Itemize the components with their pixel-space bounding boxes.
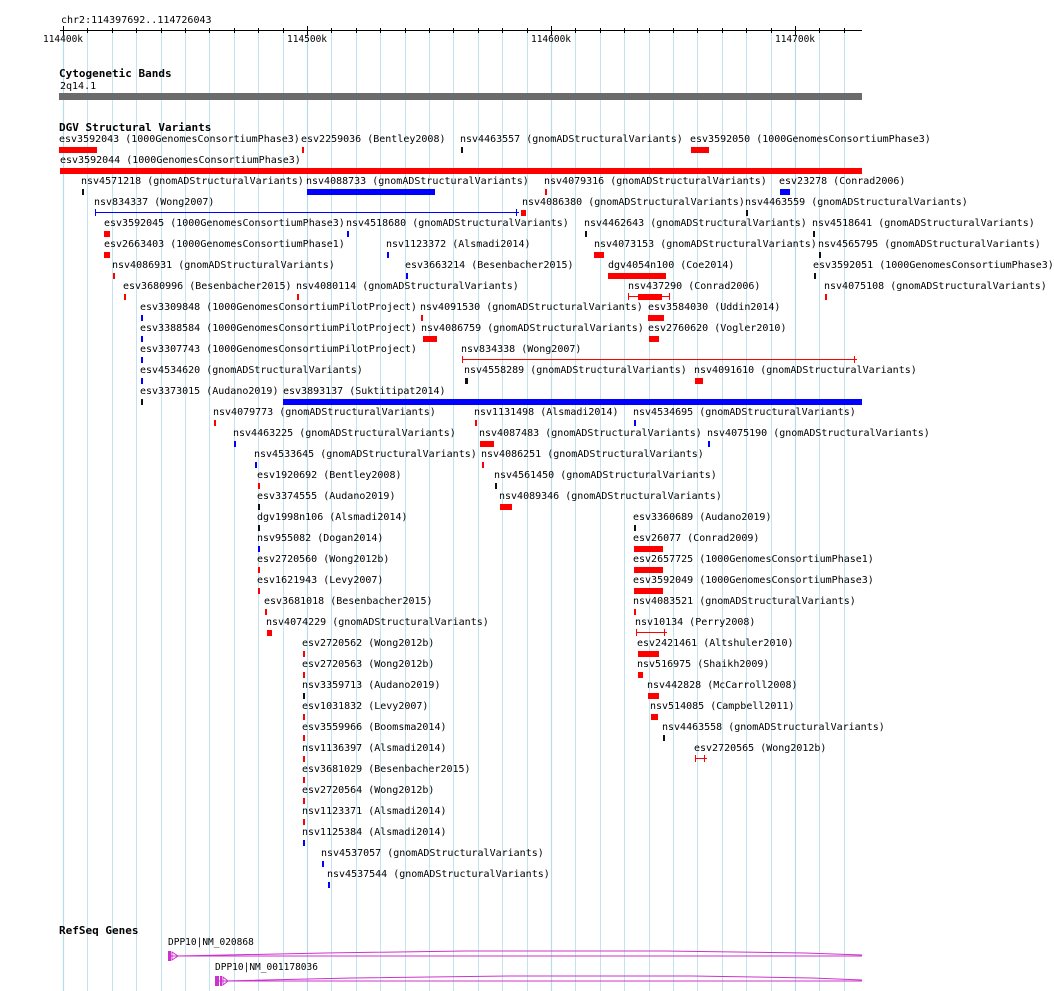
sv-label[interactable]: esv2663403 (1000GenomesConsortiumPhase1) <box>104 239 345 250</box>
sv-label[interactable]: esv2720564 (Wong2012b) <box>302 785 435 796</box>
sv-feature-bar[interactable] <box>638 651 659 657</box>
sv-label[interactable]: nsv955082 (Dogan2014) <box>257 533 384 544</box>
gene-model-nm-001178036[interactable] <box>212 973 872 989</box>
sv-label[interactable]: esv3681029 (Besenbacher2015) <box>302 764 471 775</box>
sv-feature-bar[interactable] <box>307 189 435 195</box>
sv-feature-bar[interactable] <box>258 525 260 531</box>
gene-intron-line <box>177 951 862 956</box>
sv-feature-bar[interactable] <box>59 147 97 153</box>
sv-feature-bar[interactable] <box>634 525 636 531</box>
sv-feature-bar[interactable] <box>303 714 305 720</box>
sv-label[interactable]: nsv4463559 (gnomADStructuralVariants) <box>745 197 968 208</box>
sv-label[interactable]: nsv4083521 (gnomADStructuralVariants) <box>633 596 856 607</box>
sv-label[interactable]: nsv4074229 (gnomADStructuralVariants) <box>266 617 489 628</box>
sv-feature-bar[interactable] <box>648 693 659 699</box>
sv-label[interactable]: nsv4537544 (gnomADStructuralVariants) <box>327 869 550 880</box>
sv-feature-bar[interactable] <box>303 651 305 657</box>
sv-feature-bar[interactable] <box>495 483 497 489</box>
sv-label[interactable]: esv2720562 (Wong2012b) <box>302 638 435 649</box>
sv-label[interactable]: nsv4087483 (gnomADStructuralVariants) <box>479 428 702 439</box>
sv-label[interactable]: esv3592049 (1000GenomesConsortiumPhase3) <box>633 575 874 586</box>
ruler-tick-label: 114600k <box>530 34 572 45</box>
sv-label[interactable]: esv26077 (Conrad2009) <box>633 533 760 544</box>
sv-feature-bar[interactable] <box>628 296 670 297</box>
cytoband-track-title: Cytogenetic Bands <box>59 67 172 80</box>
sv-label[interactable]: nsv4463557 (gnomADStructuralVariants) <box>460 134 683 145</box>
sv-feature-bar[interactable] <box>421 315 423 321</box>
sv-feature-bar[interactable] <box>545 189 547 195</box>
sv-label[interactable]: nsv4463558 (gnomADStructuralVariants) <box>662 722 885 733</box>
sv-feature-bar[interactable] <box>255 462 257 468</box>
sv-feature-bar[interactable] <box>95 212 519 213</box>
sv-label[interactable]: esv2421461 (Altshuler2010) <box>637 638 794 649</box>
sv-feature-bar[interactable] <box>104 252 110 258</box>
sv-feature-bar[interactable] <box>521 210 526 216</box>
sv-label[interactable]: nsv4534695 (gnomADStructuralVariants) <box>633 407 856 418</box>
sv-label[interactable]: nsv514085 (Campbell2011) <box>650 701 795 712</box>
region-label: chr2:114397692..114726043 <box>61 15 212 26</box>
sv-feature-bar[interactable] <box>141 399 143 405</box>
sv-feature-bar[interactable] <box>585 231 587 237</box>
sv-label[interactable]: esv3307743 (1000GenomesConsortiumPilotProject) <box>140 344 417 355</box>
sv-feature-bar[interactable] <box>328 882 330 888</box>
sv-feature-bar[interactable] <box>60 168 862 174</box>
sv-label[interactable]: esv3592043 (1000GenomesConsortiumPhase3) <box>59 134 300 145</box>
sv-feature-bar[interactable] <box>634 567 663 573</box>
sv-feature-bar[interactable] <box>258 567 260 573</box>
dgv-track-title: DGV Structural Variants <box>59 121 212 134</box>
sv-feature-bar[interactable] <box>695 758 707 759</box>
sv-feature-bar[interactable] <box>322 861 324 867</box>
sv-label[interactable]: nsv4565795 (gnomADStructuralVariants) <box>818 239 1041 250</box>
sv-label[interactable]: nsv3359713 (Audano2019) <box>302 680 441 691</box>
sv-feature-bar[interactable] <box>482 462 484 468</box>
sv-feature-bar[interactable] <box>648 315 664 321</box>
gene-intron-line <box>224 976 862 981</box>
sv-feature-bar[interactable] <box>475 420 477 426</box>
sv-label[interactable]: esv3592044 (1000GenomesConsortiumPhase3) <box>60 155 301 166</box>
sv-label[interactable]: esv2720565 (Wong2012b) <box>694 743 827 754</box>
sv-label[interactable]: esv3388584 (1000GenomesConsortiumPilotProject) <box>140 323 417 334</box>
sv-feature-bar[interactable] <box>141 378 143 384</box>
sv-feature-bar[interactable] <box>634 546 663 552</box>
sv-feature-bar[interactable] <box>258 588 260 594</box>
sv-feature-bar[interactable] <box>691 147 709 153</box>
sv-label[interactable]: nsv1131498 (Alsmadi2014) <box>474 407 619 418</box>
sv-feature-bar[interactable] <box>234 441 236 447</box>
cytoband-bar[interactable] <box>59 93 862 100</box>
sv-label[interactable]: nsv4091610 (gnomADStructuralVariants) <box>694 365 917 376</box>
sv-label[interactable]: esv3680996 (Besenbacher2015) <box>123 281 292 292</box>
sv-feature-bar[interactable] <box>258 504 260 510</box>
sv-label[interactable]: nsv4561450 (gnomADStructuralVariants) <box>494 470 717 481</box>
sv-feature-bar[interactable] <box>695 378 703 384</box>
sv-feature-bar[interactable] <box>406 273 408 279</box>
sv-feature-bar[interactable] <box>283 399 862 405</box>
sv-label[interactable]: dgv4054n100 (Coe2014) <box>608 260 735 271</box>
sv-feature-bar[interactable] <box>634 420 636 426</box>
sv-feature-bar[interactable] <box>663 735 665 741</box>
sv-feature-bar[interactable] <box>82 189 84 195</box>
ruler-tick-label: 114700k <box>774 34 816 45</box>
sv-label[interactable]: nsv442828 (McCarroll2008) <box>647 680 798 691</box>
sv-feature-bar[interactable] <box>104 231 110 237</box>
sv-feature-bar[interactable] <box>461 147 463 153</box>
cytoband-label: 2q14.1 <box>60 81 97 92</box>
sv-label[interactable]: esv2760620 (Vogler2010) <box>648 323 787 334</box>
sv-feature-bar[interactable] <box>780 189 790 195</box>
sv-label[interactable]: esv3592045 (1000GenomesConsortiumPhase3) <box>104 218 345 229</box>
sv-core-block <box>638 294 662 300</box>
sv-feature-bar[interactable] <box>746 210 748 216</box>
sv-feature-bar[interactable] <box>303 672 305 678</box>
sv-label[interactable]: esv3592051 (1000GenomesConsortiumPhase3) <box>813 260 1054 271</box>
sv-feature-bar[interactable] <box>141 336 143 342</box>
sv-label[interactable]: nsv1125384 (Alsmadi2014) <box>302 827 447 838</box>
sv-label[interactable]: esv2657725 (1000GenomesConsortiumPhase1) <box>633 554 874 565</box>
sv-label[interactable]: nsv1136397 (Alsmadi2014) <box>302 743 447 754</box>
sv-label[interactable]: nsv4075108 (gnomADStructuralVariants) <box>824 281 1047 292</box>
gene-exon <box>215 976 219 986</box>
sv-label[interactable]: dgv1998n106 (Alsmadi2014) <box>257 512 408 523</box>
sv-feature-bar[interactable] <box>267 630 272 636</box>
sv-feature-bar[interactable] <box>303 735 305 741</box>
sv-label[interactable]: nsv4463225 (gnomADStructuralVariants) <box>233 428 456 439</box>
sv-label[interactable]: esv1031832 (Levy2007) <box>302 701 429 712</box>
sv-feature-bar[interactable] <box>636 632 667 633</box>
sv-feature-bar[interactable] <box>141 315 143 321</box>
gene-exon <box>168 951 171 961</box>
sv-label[interactable]: esv3559966 (Boomsma2014) <box>302 722 447 733</box>
sv-label[interactable]: esv3663214 (Besenbacher2015) <box>405 260 574 271</box>
gene-exon <box>220 976 222 986</box>
sv-feature-bar[interactable] <box>258 483 260 489</box>
sv-feature-bar[interactable] <box>302 147 304 153</box>
sv-label[interactable]: nsv1123371 (Alsmadi2014) <box>302 806 447 817</box>
sv-label[interactable]: nsv4537057 (gnomADStructuralVariants) <box>321 848 544 859</box>
sv-label[interactable]: nsv4089346 (gnomADStructuralVariants) <box>499 491 722 502</box>
sv-label[interactable]: esv3374555 (Audano2019) <box>257 491 396 502</box>
sv-feature-bar[interactable] <box>638 672 643 678</box>
sv-feature-bar[interactable] <box>594 252 604 258</box>
sv-label[interactable]: esv3592050 (1000GenomesConsortiumPhase3) <box>690 134 931 145</box>
ruler-tick-label: 114500k <box>286 34 328 45</box>
sv-label[interactable]: esv3309848 (1000GenomesConsortiumPilotProject) <box>140 302 417 313</box>
sv-label[interactable]: nsv4571218 (gnomADStructuralVariants) <box>81 176 304 187</box>
sv-feature-bar[interactable] <box>303 840 305 846</box>
sv-feature-bar[interactable] <box>480 441 494 447</box>
sv-label[interactable]: esv3373015 (Audano2019) <box>140 386 279 397</box>
sv-feature-bar[interactable] <box>462 359 857 360</box>
coordinate-ruler[interactable] <box>0 0 890 50</box>
gene-label-nm-020868[interactable]: DPP10|NM_020868 <box>168 937 254 948</box>
sv-label[interactable]: nsv4086759 (gnomADStructuralVariants) <box>421 323 644 334</box>
sv-feature-bar[interactable] <box>825 294 827 300</box>
sv-label[interactable]: nsv516975 (Shaikh2009) <box>637 659 770 670</box>
sv-label[interactable]: esv3360689 (Audano2019) <box>633 512 772 523</box>
sv-feature-bar[interactable] <box>634 588 663 594</box>
sv-label[interactable]: nsv4086380 (gnomADStructuralVariants) <box>522 197 745 208</box>
ruler-tick-label: 114400k <box>42 34 84 45</box>
sv-feature-bar[interactable] <box>347 231 349 237</box>
sv-feature-bar[interactable] <box>214 420 216 426</box>
sv-label[interactable]: nsv10134 (Perry2008) <box>635 617 756 628</box>
sv-feature-bar[interactable] <box>303 819 305 825</box>
sv-label[interactable]: nsv437290 (Conrad2006) <box>628 281 761 292</box>
sv-label[interactable]: nsv4079773 (gnomADStructuralVariants) <box>213 407 436 418</box>
sv-label[interactable]: nsv4086251 (gnomADStructuralVariants) <box>481 449 704 460</box>
sv-label[interactable]: esv2720563 (Wong2012b) <box>302 659 435 670</box>
sv-label[interactable]: nsv4558289 (gnomADStructuralVariants) <box>464 365 687 376</box>
sv-feature-bar[interactable] <box>387 252 389 258</box>
sv-label[interactable]: esv23278 (Conrad2006) <box>779 176 906 187</box>
sv-label[interactable]: esv1920692 (Bentley2008) <box>257 470 402 481</box>
sv-feature-bar[interactable] <box>303 756 305 762</box>
sv-feature-bar[interactable] <box>814 273 816 279</box>
sv-feature-bar[interactable] <box>634 609 636 615</box>
sv-label[interactable]: nsv4079316 (gnomADStructuralVariants) <box>544 176 767 187</box>
sv-feature-bar[interactable] <box>303 798 305 804</box>
refseq-track-title: RefSeq Genes <box>59 924 139 937</box>
sv-feature-bar[interactable] <box>141 357 143 363</box>
sv-feature-bar[interactable] <box>258 546 260 552</box>
sv-feature-bar[interactable] <box>708 441 710 447</box>
sv-label[interactable]: esv3893137 (Suktitipat2014) <box>283 386 446 397</box>
sv-label[interactable]: nsv4518680 (gnomADStructuralVariants) <box>346 218 569 229</box>
sv-label[interactable]: esv1621943 (Levy2007) <box>257 575 384 586</box>
sv-label[interactable]: nsv4086931 (gnomADStructuralVariants) <box>112 260 335 271</box>
sv-label[interactable]: nsv4080114 (gnomADStructuralVariants) <box>296 281 519 292</box>
sv-feature-bar[interactable] <box>649 336 659 342</box>
sv-label[interactable]: nsv4091530 (gnomADStructuralVariants) <box>420 302 643 313</box>
sv-label[interactable]: esv2259036 (Bentley2008) <box>301 134 446 145</box>
sv-feature-bar[interactable] <box>608 273 666 279</box>
sv-feature-bar[interactable] <box>465 378 468 384</box>
sv-label[interactable]: esv2720560 (Wong2012b) <box>257 554 390 565</box>
sv-label[interactable]: esv3681018 (Besenbacher2015) <box>264 596 433 607</box>
sv-feature-bar[interactable] <box>124 294 126 300</box>
sv-feature-bar[interactable] <box>297 294 299 300</box>
sv-label[interactable]: esv3584030 (Uddin2014) <box>648 302 781 313</box>
sv-feature-bar[interactable] <box>265 609 267 615</box>
sv-feature-bar[interactable] <box>819 252 821 258</box>
sv-label[interactable]: nsv1123372 (Alsmadi2014) <box>386 239 531 250</box>
sv-label[interactable]: nsv4075190 (gnomADStructuralVariants) <box>707 428 930 439</box>
sv-label[interactable]: nsv4533645 (gnomADStructuralVariants) <box>254 449 477 460</box>
sv-label[interactable]: nsv4462643 (gnomADStructuralVariants) <box>584 218 807 229</box>
sv-label[interactable]: esv4534620 (gnomADStructuralVariants) <box>140 365 363 376</box>
sv-feature-bar[interactable] <box>651 714 658 720</box>
sv-label[interactable]: nsv834337 (Wong2007) <box>94 197 215 208</box>
sv-feature-bar[interactable] <box>423 336 437 342</box>
sv-feature-bar[interactable] <box>303 777 305 783</box>
sv-feature-bar[interactable] <box>500 504 512 510</box>
sv-feature-bar[interactable] <box>113 273 115 279</box>
sv-label[interactable]: nsv4073153 (gnomADStructuralVariants) <box>594 239 817 250</box>
sv-label[interactable]: nsv4088733 (gnomADStructuralVariants) <box>306 176 529 187</box>
gene-label-nm-001178036[interactable]: DPP10|NM_001178036 <box>215 962 318 973</box>
sv-feature-bar[interactable] <box>813 231 815 237</box>
sv-feature-bar[interactable] <box>303 693 305 699</box>
sv-label[interactable]: nsv4518641 (gnomADStructuralVariants) <box>812 218 1035 229</box>
sv-label[interactable]: nsv834338 (Wong2007) <box>461 344 582 355</box>
